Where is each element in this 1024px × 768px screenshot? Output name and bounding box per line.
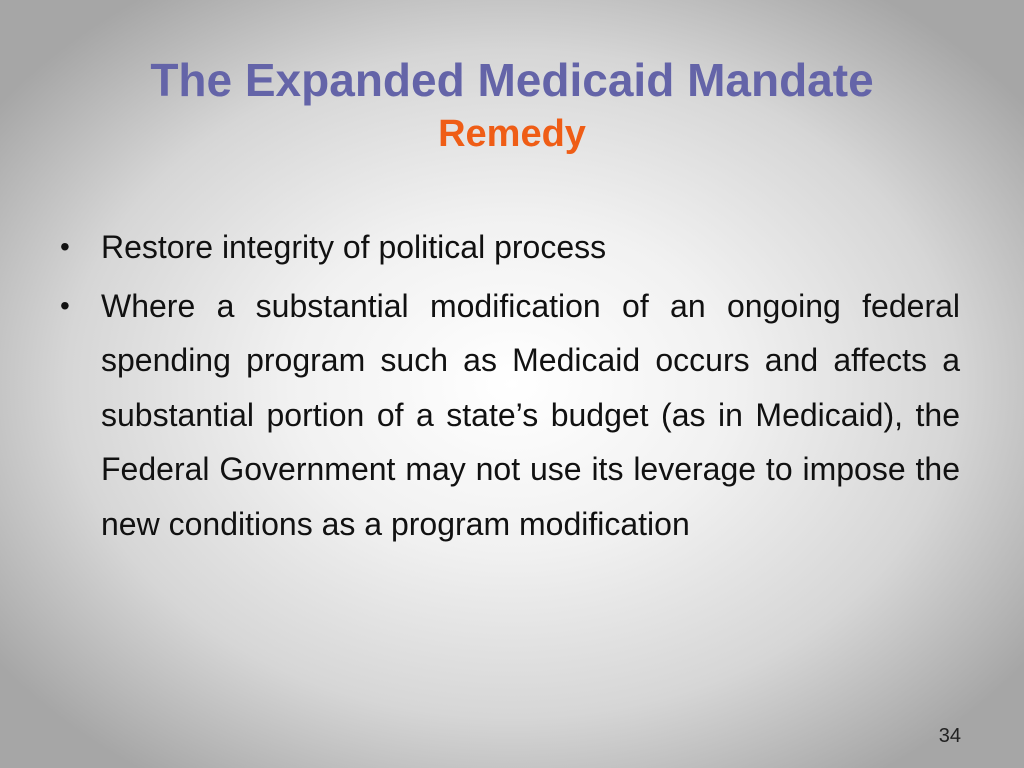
bullet-item — [60, 279, 960, 552]
slide-number: 34 — [938, 725, 961, 747]
slide-subtitle: Remedy — [438, 113, 586, 155]
bullet-icon: • — [60, 289, 70, 321]
bullet-text: Where a substantial modification of an ongoing federal spending program such as Medicaid occurs and affects a substantial portion of a state’s budget (as in Medicaid), the Federal Government may not use its leverage to impose the new conditions as a program modification — [101, 287, 960, 542]
bullet-list — [60, 220, 960, 555]
title-block — [0, 52, 1024, 156]
slide-title: The Expanded Medicaid Mandate — [150, 54, 874, 106]
bullet-item — [60, 220, 960, 275]
bullet-icon: • — [60, 231, 70, 262]
bullet-text: Restore integrity of political process — [101, 229, 607, 265]
